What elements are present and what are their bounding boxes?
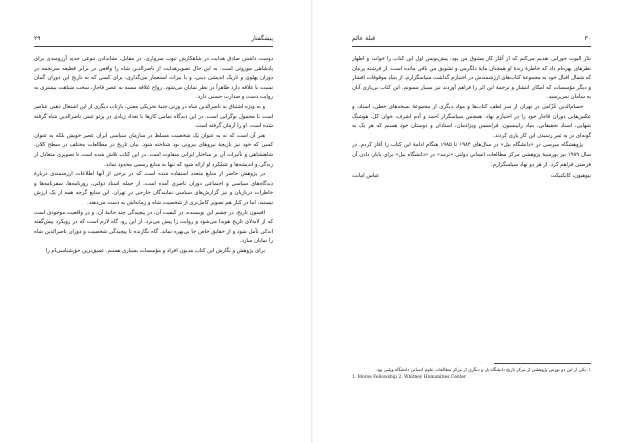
right-page [322, 5, 621, 435]
paragraph: برای پژوهش و نگارش این کتاب مدیون افراد و مؤسسات بسیاری هستم. عمیق‌ترین حق‌شناسی‌ام را [45, 247, 265, 254]
paragraph: دوست داشتن صادق هدایت در شاهکارش تبوب سرواری. در مقابل، نشاندادن تنوعی جدید آرزومندی برای پادشاهی موروثی است. به این حال تصویرهدایت از ناصرالدین شاه را واقعی در برابر قطیعه سرنجمه در دوران پهلوی و تاریک اندیشی دینی، و با بیرات استعمار می‌گذاری، برای کسی که به تاریخ این دوران گمان نسبت با علاقه دارد ظاهراً در نظر نمایان می‌شود. رواج علاقه منسه به عصر قاجار، سخت شباهت بیشتری به روایت دست و صدارت حسنی دارد. [34, 56, 273, 101]
right-page-body [352, 55, 591, 182]
footnote-rule [494, 363, 591, 364]
page-number: ۳۰ [584, 35, 591, 42]
left-page-header [34, 33, 273, 45]
paragraph: نثار الیوت حورانی تقدیم می‌کنم که از آغاز کار مشوق من بود. پیش‌نویس اول این کتاب را خواند، و اظهار نظرهای بهره‌ام داد که خاطرۀ زندۀ او همچنان مایۀ دلگرمی و تشویق من باقی مانده است. از فرشته پرنیان که شمال اقبال خود به مجموعۀ کتاب‌های ارزشمندش در اختیارم گذاشت سپاسگزارم. از بنیاد موقوفات افشار و دیگر مؤسسات که امکان انتشار و ترجمۀ این اثر را فراهم آوردند نیز بسیار ممنونم. این کتاب بی‌یاری آنان به سامان نمی‌رسید. [352, 56, 591, 101]
paragraph: و به ویژه اشتیاق به ناصرالدین شاه در وزنی جنبۀ تحریکی معنی، بازتاب دیگری از این اشتغال ذهنی عناصر است با محمول نوگرایی است. در این دیدگاه تمامی کارها با تعداد زیادی در پرتو عینی ناصرالدین شاه گرفته شده است. او را آرمان گرفته است. [34, 103, 273, 130]
footnote [352, 367, 591, 381]
running-title: پیشگفتار [251, 35, 273, 42]
paragraph: افسون تاریخ، در چشم این نویسنده، در کیفیت آن، در پیچیدگی چند جانبۀ آن، و در واقعیت موجودی است که از لابه‌لای تاریخ هویدا می‌شود و روایت را پیش می‌برد. از این رو، گاه لازم است که در رویکرد پیش‌گفته اندکی تأمل شود و از حقایق خاص جا بی‌بهره نماند. گاه نگارنده تا پیچیدگی شخصیت و دوران ناصرالدین شاه را نمایان سازد. [34, 209, 273, 245]
signature-line [352, 172, 591, 182]
paragraph: هنر آن است که نه به عنوان یک شخصیت مسلط در سازمان سیاسی ایران عصر خویش بلکه به عنوان کسی که خود نیز بازیچۀ نیروهای بیرونی بود شناخته شود. بیان تاریخ در مطالعات مختلف در سطح کلان، شاهنشاهی و تأثیرات آن بر ساختار ایرانی متفاوت است. در این کتاب تلاش شده است تا تصویری متعادل از زندگی و اندیشه‌ها و عملکرد او ارائه شود که تنها به منابع رسمی محدود نماند. [34, 132, 273, 168]
paragraph: در پژوهش حاضر از منابع متعدد استفاده شده است که در برخی از آنها اطلاعات ارزشمندی دربارۀ دیدگاه‌های سیاسی و اجتماعی دوران ناصری آمده است. از جمله اسناد دولتی، روزنامه‌ها، سفرنامه‌ها و خاطرات درباریان و نیز گزارش‌های سیاسی نمایندگان خارجی در تهران. این منابع گرچه همه از یک ارزش نیستند، اما در کنار هم تصویر کامل‌تری از شخصیت شاه و زمانه‌اش به دست می‌دهند. [34, 171, 273, 206]
header-rule [352, 46, 591, 47]
page-number: ۲۹ [34, 35, 41, 42]
paragraph: پژوهشگاه میرسی در «دانشگاه بیل» در سال‌های ۱۹۸۴ تا ۱۹۸۵ هنگام ادامۀ این کتاب را آغاز کردم. در سال ۱۹۸۹ نیز بورسیۀ پژوهشی مرکز مطالعات انسانی دولتی «ترمد» در «دانشگاه بیل» برای پایان دادن آن فرصتی فراهم کرد. از هر دو نهاد سپاسگزارم. [352, 142, 591, 168]
left-page [4, 5, 303, 435]
footnote-latin: 1. Morse Fellowship 2. Whitney Humanities Center [352, 375, 467, 380]
footnote-text: ۱. یکی از این دو بورس پژوهشی از مرکز تاریخ دانشگاه یل و دیگری از مرکز مطالعات علوم انسانی دانشگاه ویتنی بود. [375, 368, 591, 373]
header-rule [34, 46, 273, 47]
signature-city: نیوهیون، کانکتیکت [550, 173, 591, 180]
book-gutter [311, 0, 313, 443]
running-title: قبلۀ عالم [352, 35, 376, 42]
signature-name: عباس امانت [352, 173, 380, 180]
right-page-header [352, 33, 591, 45]
left-page-body [34, 55, 273, 256]
paragraph: حسام‌الدین غَزّامی در تهران از سر لطف کتاب‌ها و مواد دیگری از مجموعۀ نسخه‌های خطی، اسناد، و عکس‌هایی دوران قاجار خود را در اختیارم نهاد. همچنین سپاسگزار احمد و آدم اشرف، خوان کل، هوشنگ شهابی، اسناد تحقیقاتی، بنیاد رابینسون، فرانسس ویزادمان، استادان و دوستان خود هستم که هر یک به گونه‌ای در به ثمر رسیدن این کار یاری کردند. [352, 103, 591, 139]
